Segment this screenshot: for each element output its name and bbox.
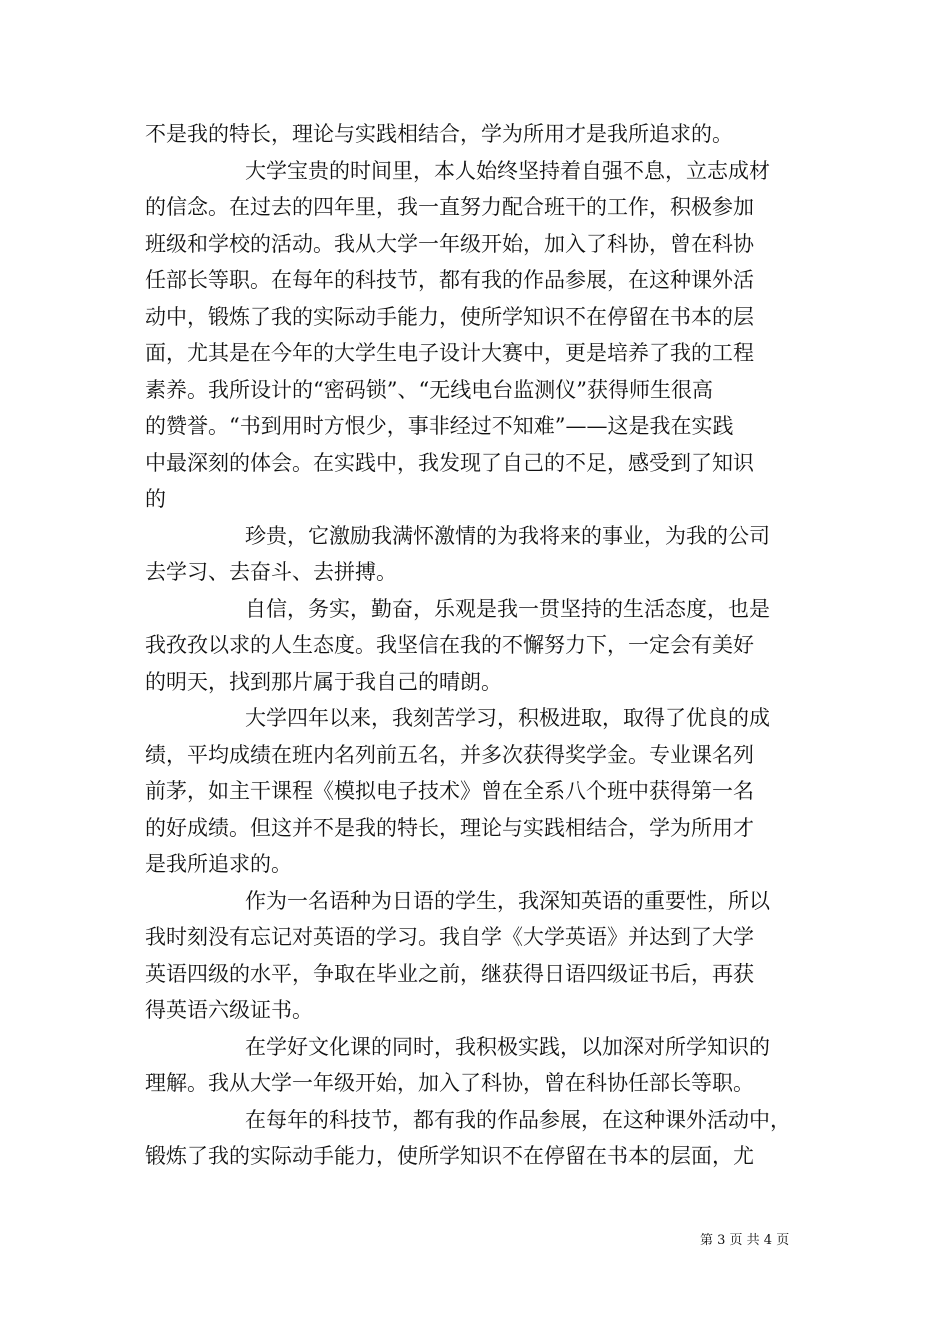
text-line: 不是我的特长，理论与实践相结合，学为所用才是我所追求的。 [145,122,733,146]
text-line: 锻炼了我的实际动手能力，使所学知识不在停留在书本的层面，尤 [145,1144,754,1168]
text-line: 动中，锻炼了我的实际动手能力，使所学知识不在停留在书本的层 [145,304,754,329]
paragraph-first-line: 大学宝贵的时间里，本人始终坚持着自强不息，立志成材 [245,158,770,183]
text-line: 绩，平均成绩在班内名列前五名，并多次获得奖学金。专业课名列 [145,742,754,767]
text-line: 的赞誉。“书到用时方恨少，事非经过不知难”——这是我在实践 [145,414,734,438]
paragraph-first-line: 自信，务实，勤奋，乐观是我一贯坚持的生活态度，也是 [245,596,770,621]
text-line: 的好成绩。但这并不是我的特长，理论与实践相结合，学为所用才 [145,815,754,840]
paragraph-first-line: 珍贵，它激励我满怀激情的为我将来的事业，为我的公司 [245,523,770,548]
paragraph-first-line: 在学好文化课的同时，我积极实践，以加深对所学知识的 [245,1034,770,1059]
text-line: 去学习、去奋斗、去拼搏。 [145,560,397,584]
paragraph-first-line: 在每年的科技节，都有我的作品参展，在这种课外活动中， [245,1107,791,1132]
text-line: 是我所追求的。 [145,852,292,876]
text-line: 得英语六级证书。 [145,998,313,1022]
paragraph-first-line: 大学四年以来，我刻苦学习，积极进取，取得了优良的成 [245,706,770,730]
text-line: 中最深刻的体会。在实践中，我发现了自己的不足，感受到了知识 [145,450,754,475]
text-line: 的信念。在过去的四年里，我一直努力配合班干的工作，积极参加 [145,195,754,219]
text-line: 英语四级的水平，争取在毕业之前，继获得日语四级证书后，再获 [145,961,754,986]
document-body [145,116,810,1175]
page-number-footer: 第 3 页 共 4 页 [700,1233,790,1248]
text-line: 的 [145,487,166,511]
text-line: 前茅，如主干课程《模拟电子技术》曾在全系八个班中获得第一名 [145,779,754,803]
text-line: 的明天，找到那片属于我自己的晴朗。 [145,669,502,694]
text-line: 素养。我所设计的“密码锁”、“无线电台监测仪”获得师生很高 [145,377,713,402]
text-line: 我时刻没有忘记对英语的学习。我自学《大学英语》并达到了大学 [145,925,754,949]
text-line: 理解。我从大学一年级开始，加入了科协，曾在科协任部长等职。 [145,1071,754,1095]
text-line: 面，尤其是在今年的大学生电子设计大赛中，更是培养了我的工程 [145,341,754,365]
text-line: 我孜孜以求的人生态度。我坚信在我的不懈努力下，一定会有美好 [145,633,754,657]
text-line: 任部长等职。在每年的科技节，都有我的作品参展，在这种课外活 [145,268,754,292]
text-line: 班级和学校的活动。我从大学一年级开始，加入了科协，曾在科协 [145,231,754,256]
paragraph-first-line: 作为一名语种为日语的学生，我深知英语的重要性，所以 [245,888,770,913]
